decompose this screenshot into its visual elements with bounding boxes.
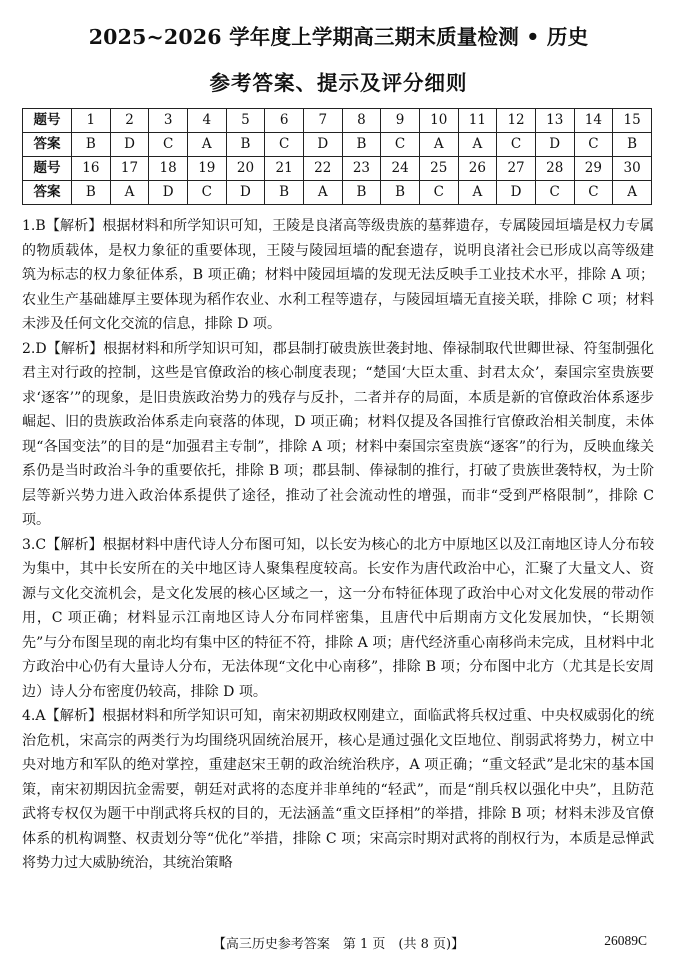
row-header: 答案 [23, 181, 72, 205]
explanation-2: 2.D【解析】根据材料和所学知识可知，郡县制打破贵族世袭封地、俸禄制取代世卿世禄、符玺制强化君主对行政的控制，这些是官僚政治的核心制度表现；“楚国‘大臣太重、封君太众’，秦国宗室贵族要求‘逐客’”的现象，是旧贵族政治势力的残存与反扑，二者并存的局面，本质是新的官僚政治体系逐步崛起、旧的贵族政治体系走向衰落的体现，D 项正确；材料仅提及各国推行官僚政治相关制度，未体现“各国变法”的目的是“加强君主专制”，排除 A 项；材料中秦国宗室贵族“逐客”的行为，反映血缘关系仍是当时政治斗争的重要依托，排除 B 项；郡县制、俸禄制的推行，打破了贵族世袭特权，为士阶层等新兴势力进入政治体系提供了途径，推动了社会流动性的增强，而非“受到严格限制”，排除 C 项。 [22, 340, 654, 528]
table-cell: B [613, 133, 652, 157]
table-cell: C [574, 181, 613, 205]
table-cell: A [458, 181, 497, 205]
table-cell: C [187, 181, 226, 205]
table-cell: 26 [458, 157, 497, 181]
table-cell: 16 [72, 157, 111, 181]
table-cell: 14 [574, 109, 613, 133]
table-cell: 21 [265, 157, 304, 181]
table-cell: B [265, 181, 304, 205]
table-cell: C [381, 133, 420, 157]
table-cell: 17 [110, 157, 149, 181]
answer-table [22, 108, 652, 205]
table-cell: C [149, 133, 188, 157]
table-cell: 2 [110, 109, 149, 133]
table-cell: C [265, 133, 304, 157]
table-cell: B [226, 133, 265, 157]
table-cell: D [535, 133, 574, 157]
table-cell: A [187, 133, 226, 157]
table-cell: 1 [72, 109, 111, 133]
table-cell: C [574, 133, 613, 157]
table-row [23, 109, 652, 133]
table-cell: 12 [497, 109, 536, 133]
table-cell: B [342, 133, 381, 157]
table-cell: 13 [535, 109, 574, 133]
table-cell: 10 [419, 109, 458, 133]
table-row [23, 133, 652, 157]
table-cell: 15 [613, 109, 652, 133]
table-cell: 23 [342, 157, 381, 181]
table-cell: B [381, 181, 420, 205]
footer-label: 【高三历史参考答案 第 1 页 (共 8 页)】 [212, 937, 465, 952]
page-subtitle: 参考答案、提示及评分细则 [209, 71, 468, 95]
table-cell: B [72, 133, 111, 157]
table-row [23, 181, 652, 205]
page-footer [0, 933, 677, 953]
table-cell: 30 [613, 157, 652, 181]
explanation-1: 1.B【解析】根据材料和所学知识可知，王陵是良渚高等级贵族的墓葬遗存，专属陵园垣墙是权力专属的物质载体，是权力象征的重要体现，王陵与陵园垣墙的配套遗存，说明良渚社会已形成以高等级建筑为标志的权力象征体系，B 项正确；材料中陵园垣墙的发现无法反映手工业技术水平，排除 A 项；农业生产基础雄厚主要体现为稻作农业、水利工程等遗存，与陵园垣墙无直接关联，排除 C 项；材料未涉及任何文化交流的信息，排除 D 项。 [22, 218, 654, 332]
table-cell: B [342, 181, 381, 205]
explanations [22, 214, 654, 876]
table-cell: C [419, 181, 458, 205]
table-cell: A [303, 181, 342, 205]
table-cell: A [110, 181, 149, 205]
table-cell: 5 [226, 109, 265, 133]
row-header: 题号 [23, 157, 72, 181]
row-header: 答案 [23, 133, 72, 157]
footer-code: 26089C [604, 933, 647, 948]
table-cell: A [458, 133, 497, 157]
table-cell: 8 [342, 109, 381, 133]
table-cell: D [303, 133, 342, 157]
table-cell: 20 [226, 157, 265, 181]
table-cell: 29 [574, 157, 613, 181]
row-header: 题号 [23, 109, 72, 133]
table-cell: 6 [265, 109, 304, 133]
table-cell: 27 [497, 157, 536, 181]
table-cell: C [497, 133, 536, 157]
table-cell: 25 [419, 157, 458, 181]
table-cell: 19 [187, 157, 226, 181]
table-cell: D [226, 181, 265, 205]
table-cell: 18 [149, 157, 188, 181]
table-cell: 11 [458, 109, 497, 133]
table-cell: 22 [303, 157, 342, 181]
table-cell: 7 [303, 109, 342, 133]
table-row [23, 157, 652, 181]
table-cell: 3 [149, 109, 188, 133]
table-cell: D [110, 133, 149, 157]
table-cell: D [497, 181, 536, 205]
table-cell: B [72, 181, 111, 205]
table-cell: A [613, 181, 652, 205]
table-cell: C [535, 181, 574, 205]
table-cell: 28 [535, 157, 574, 181]
table-cell: 9 [381, 109, 420, 133]
explanation-3: 3.C【解析】根据材料中唐代诗人分布图可知，以长安为核心的北方中原地区以及江南地区诗人分布较为集中，其中长安所在的关中地区诗人聚集程度较高。长安作为唐代政治中心，汇聚了大量文人、资源与文化交流机会，是文化发展的核心区域之一，这一分布特征体现了政治中心对文化发展的带动作用，C 项正确；材料显示江南地区诗人分布同样密集，且唐代中后期南方文化发展加快，“长期领先”与分布图呈现的南北均有集中区的特征不符，排除 A 项；唐代经济重心南移尚未完成，且材料中北方政治中心仍有大量诗人分布，无法体现“文化中心南移”，排除 B 项；分布图中北方（尤其是长安周边）诗人分布密度仍较高，排除 D 项。 [22, 536, 654, 700]
table-cell: A [419, 133, 458, 157]
table-cell: 4 [187, 109, 226, 133]
page-title: 2025~2026 学年度上学期高三期末质量检测 • 历史 [88, 25, 589, 49]
table-cell: D [149, 181, 188, 205]
table-cell: 24 [381, 157, 420, 181]
explanation-4: 4.A【解析】根据材料和所学知识可知，南宋初期政权刚建立，面临武将兵权过重、中央权威弱化的统治危机，宋高宗的两类行为均围绕巩固统治展开，核心是通过强化文臣地位、削弱武将势力，树立中央对地方和军队的绝对掌控，重建赵宋王朝的政治统治秩序，A 项正确；“重文轻武”是北宋的基本国策，南宋初期因抗金需要，朝廷对武将的态度并非单纯的“轻武”，而是“削兵权以强化中央”，且防范武将专权仅为题干中削武将兵权的目的，无法涵盖“重文臣择相”的举措，排除 B 项；材料未涉及官僚体系的机构调整、权责划分等“优化”举措，排除 C 项；宋高宗时期对武将的削权行为，本质是忌惮武将势力过大威胁统治，其统治策略 [22, 708, 654, 871]
